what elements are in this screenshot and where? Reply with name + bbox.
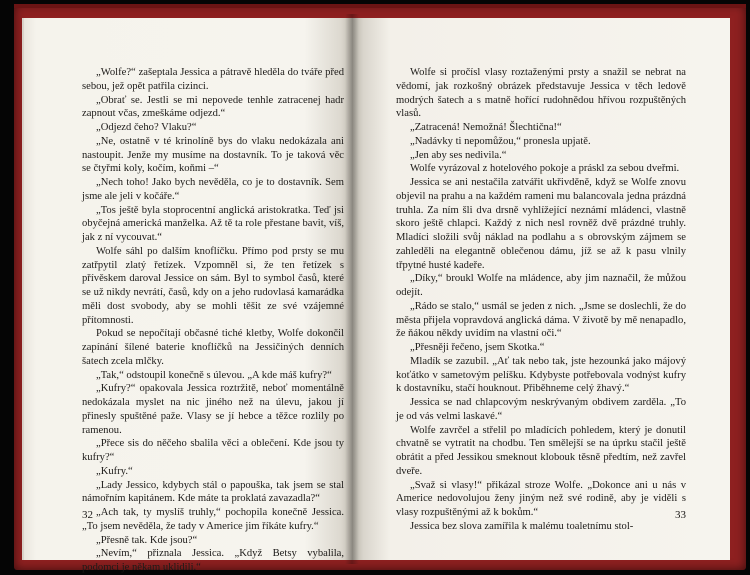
right-page-text <box>396 66 686 534</box>
page-number-left: 32 <box>82 509 93 521</box>
paragraph: „Kufry.“ <box>96 465 133 477</box>
paragraph: „Díky,“ broukl Wolfe na mládence, aby jim naznačil, že můžou odejít. <box>396 273 686 298</box>
paragraph: „Přece sis do něčeho sbalila věci a oblečení. Kde jsou ty kufry?“ <box>82 438 344 463</box>
paragraph: „Nevím,“ přiznala Jessica. „Když Betsy vybalila, podomci je někam uklidili.“ <box>82 548 344 573</box>
paragraph: Mladík se zazubil. „Ať tak nebo tak, jste hezounká jako májový koťátko v sametovým pelíšku. Kdybyste potřebovala vodnýst kufry k dostavníku, stačí houknout. Přiběhneme celý žhavý.“ <box>396 355 686 395</box>
paragraph: „Lady Jessico, kdybych stál o papouška, tak jsem se stal námořním kapitánem. Kde máte ta proklatá zavazadla?“ <box>82 479 344 505</box>
page-number-right: 33 <box>675 509 686 521</box>
paragraph: „Svaž si vlasy!“ přikázal stroze Wolfe. „Dokonce ani u nás v Americe nedovolujou ženy jiným než své rodině, aby je viděli s vlasy rozpuštěnými až k bokům.“ <box>396 479 686 518</box>
paragraph: Wolfe vyrázoval z hotelového pokoje a práskl za sebou dveřmi. <box>410 163 680 175</box>
left-page-text <box>82 66 344 575</box>
paragraph: „Tos ještě byla stoprocentní anglická aristokratka. Teď jsi obyčejná americká manželka. Až tě ta role přestane bavit, víš, jak z ní vycouvat.“ <box>82 204 344 243</box>
paragraph: Wolfe zavrčel a střelil po mladících pohledem, který je donutil chvatně se vytratit na chodbu. Ten smělejší se na úprku stačil ještě obrátit a před Jessikou smeknout klobouk těsně předtím, než zavřel dveře. <box>396 424 686 477</box>
paragraph: „Přesněji řečeno, jsem Skotka.“ <box>410 342 545 353</box>
right-page <box>352 18 730 560</box>
paragraph: „Wolfe?“ zašeptala Jessica a pátravě hleděla do tváře před sebou, jež opět patřila cizinci. <box>82 67 344 92</box>
paragraph: „Kufry?“ opakovala Jessica roztržitě, neboť momentálně nedokázala myslet na nic jiného než na úlevu, jakou jí přinesly spuštěné paže. Vlasy se jí hebce a těžce rozlily po ramenou. <box>82 383 344 436</box>
paragraph: „Ne, ostatně v té krinolíně bys do vlaku nedokázala ani nastoupit. Jenže my musíme na dostavník. To je taková věc se čtyřmi koly, kočím, koňmi –“ <box>82 135 344 175</box>
cover-edge <box>14 4 746 8</box>
paragraph: Wolfe si pročísl vlasy roztaženými prsty a snažil se nebrat na vědomí, jak rozkošný obrázek představuje Jessica v těch ledově modrých šatech a s matně hořící rudohnědou hřívou rozpuštěných vlasů. <box>396 67 686 120</box>
paragraph: „Tak,“ odstoupil konečně s úlevou. „A kde máš kufry?“ <box>96 369 332 381</box>
paragraph: „Zatracená! Nemožná! Šlechtična!“ <box>410 122 562 133</box>
paragraph: „Obrať se. Jestli se mi nepovede tenhle zatracenej hadr zapnout včas, zmeškáme odjezd.“ <box>82 94 344 120</box>
paragraph: Pokud se nepočítají občasné tiché kletby, Wolfe dokončil zapínání šílené baterie knoflíčků na Jessičiných denních šatech zcela mlčky. <box>82 328 344 367</box>
left-page <box>22 18 354 573</box>
paragraph: Jessica bez slova zamířila k malému toaletnímu stol- <box>410 520 634 532</box>
paragraph: „Ach tak, ty myslíš truhly,“ pochopila konečně Jessica. „To jsem nevěděla, že tady v Americe jim říkáte kufry.“ <box>82 507 344 532</box>
paragraph: „Nadávky ti nepomůžou,“ pronesla upjatě. <box>410 135 591 147</box>
paragraph: Wolfe sáhl po dalším knoflíčku. Přímo pod prsty se mu zatřpytil zlatý řetízek. Vzpomněl si, že ten řetízek s přívěskem daroval Jessice on sám. Byl to symbol časů, které se už nikdy nevrátí, časů, kdy on a jeho rudovlasá kamarádka měli dost svobody, aby se mohli těšit ze své vzájemné přítomnosti. <box>82 245 344 326</box>
paragraph: „Rádo se stalo,“ usmál se jeden z nich. „Jsme se doslechli, že do města přijela vopravdová anglická dáma. V životě by mě nenapadlo, že ňákou někdy uvidím na vlastní oči.“ <box>396 300 686 340</box>
paragraph: Jessica se ani nestačila zatvářit ukřivděně, když se Wolfe znovu objevil na prahu a na každém rameni mu balancovala jedna prázdná truhla. Za ním šli dva drsně vyhlížející neznámí mládenci, vlastně skoro ještě chlapci. Každý z nich nesl rovněž dvě prázdné truhly. Mladíci složili svůj náklad na podlahu a s obrovským zájmem se zahleděli na elegantně oblečenou dámu, jíž se až k pasu vlnily třpytné husté kadeře. <box>396 177 686 271</box>
paragraph: „Přesně tak. Kde jsou?“ <box>96 534 198 546</box>
paragraph: „Odjezd čeho? Vlaku?“ <box>96 122 197 133</box>
paragraph: Jessica se nad chlapcovým neskrývaným obdivem zarděla. „To je od vás velmi laskavé.“ <box>396 397 686 422</box>
paragraph: „Jen aby ses nedivila.“ <box>410 149 507 161</box>
paragraph: „Nech toho! Jako bych nevěděla, co je to dostavník. Sem jsme ale jeli v kočáře.“ <box>82 177 344 202</box>
